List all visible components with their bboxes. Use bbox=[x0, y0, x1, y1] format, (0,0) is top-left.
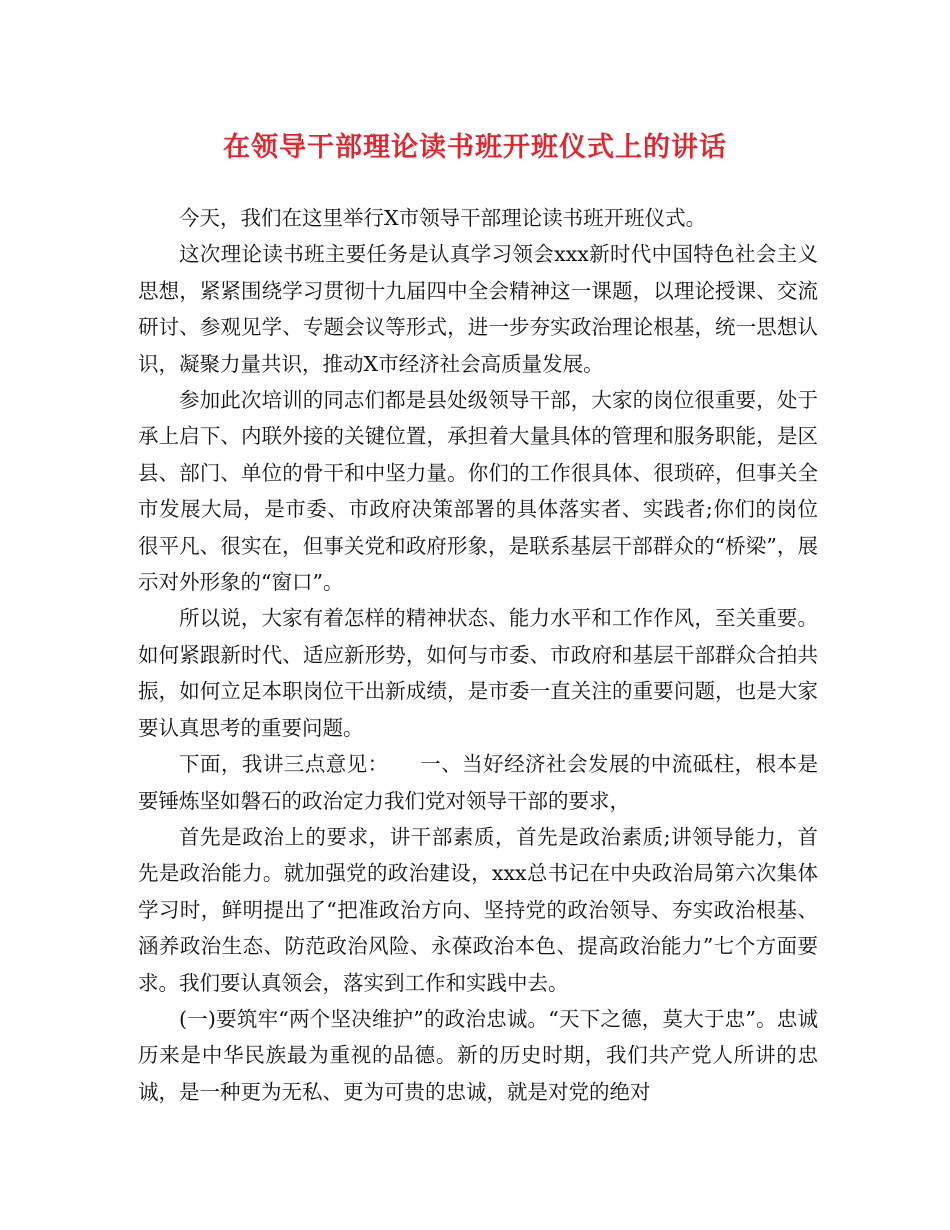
paragraph-loyalty: (一)要筑牢“两个坚决维护”的政治忠诚。“天下之德，莫大于忠”。忠诚历来是中华民族最为重视的品德。新的历史时期，我们共产党人所讲的忠诚，是一种更为无私、更为可贵的忠诚，就是对党的绝对 bbox=[138, 1006, 818, 1104]
paragraph-task: 这次理论读书班主要任务是认真学习领会xxx新时代中国特色社会主义思想，紧紧围绕学习贯彻十九届四中全会精神这一课题，以理论授课、交流研讨、参观见学、专题会议等形式，进一步夯实政治理论根基，统一思想认识，凝聚力量共识，推动X市经济社会高质量发展。 bbox=[138, 242, 818, 376]
paragraph-political-requirements: 首先是政治上的要求，讲干部素质，首先是政治素质;讲领导能力，首先是政治能力。就加强党的政治建设，xxx总书记在中央政治局第六次集体学习时，鲜明提出了“把准政治方向、坚持党的政治领导、夯实政治根基、涵养政治生态、防范政治风险、永葆政治本色、提高政治能力”七个方面要求。我们要认真领会，落实到工作和实践中去。 bbox=[138, 824, 818, 995]
paragraph-three-points: 下面，我讲三点意见： 一、当好经济社会发展的中流砥柱，根本是要锤炼坚如磐石的政治定力我们党对领导干部的要求， bbox=[138, 752, 818, 813]
document-body bbox=[138, 200, 818, 1110]
paragraph-participants: 参加此次培训的同志们都是县处级领导干部，大家的岗位很重要，处于承上启下、内联外接的关键位置，承担着大量具体的管理和服务职能，是区县、部门、单位的骨干和中坚力量。你们的工作很具体、很琐碎，但事关全市发展大局，是市委、市政府决策部署的具体落实者、实践者;你们的岗位很平凡、很实在，但事关党和政府形象，是联系基层干部群众的“桥梁”，展示对外形象的“窗口”。 bbox=[138, 388, 818, 595]
paragraph-opening: 今天，我们在这里举行X市领导干部理论读书班开班仪式。 bbox=[179, 206, 707, 230]
document-title: 在领导干部理论读书班开班仪式上的讲话 bbox=[223, 132, 727, 163]
paragraph-importance: 所以说，大家有着怎样的精神状态、能力水平和工作作风，至关重要。如何紧跟新时代、适应新形势，如何与市委、市政府和基层干部群众合拍共振，如何立足本职岗位干出新成绩，是市委一直关注的重要问题，也是大家要认真思考的重要问题。 bbox=[138, 606, 818, 740]
